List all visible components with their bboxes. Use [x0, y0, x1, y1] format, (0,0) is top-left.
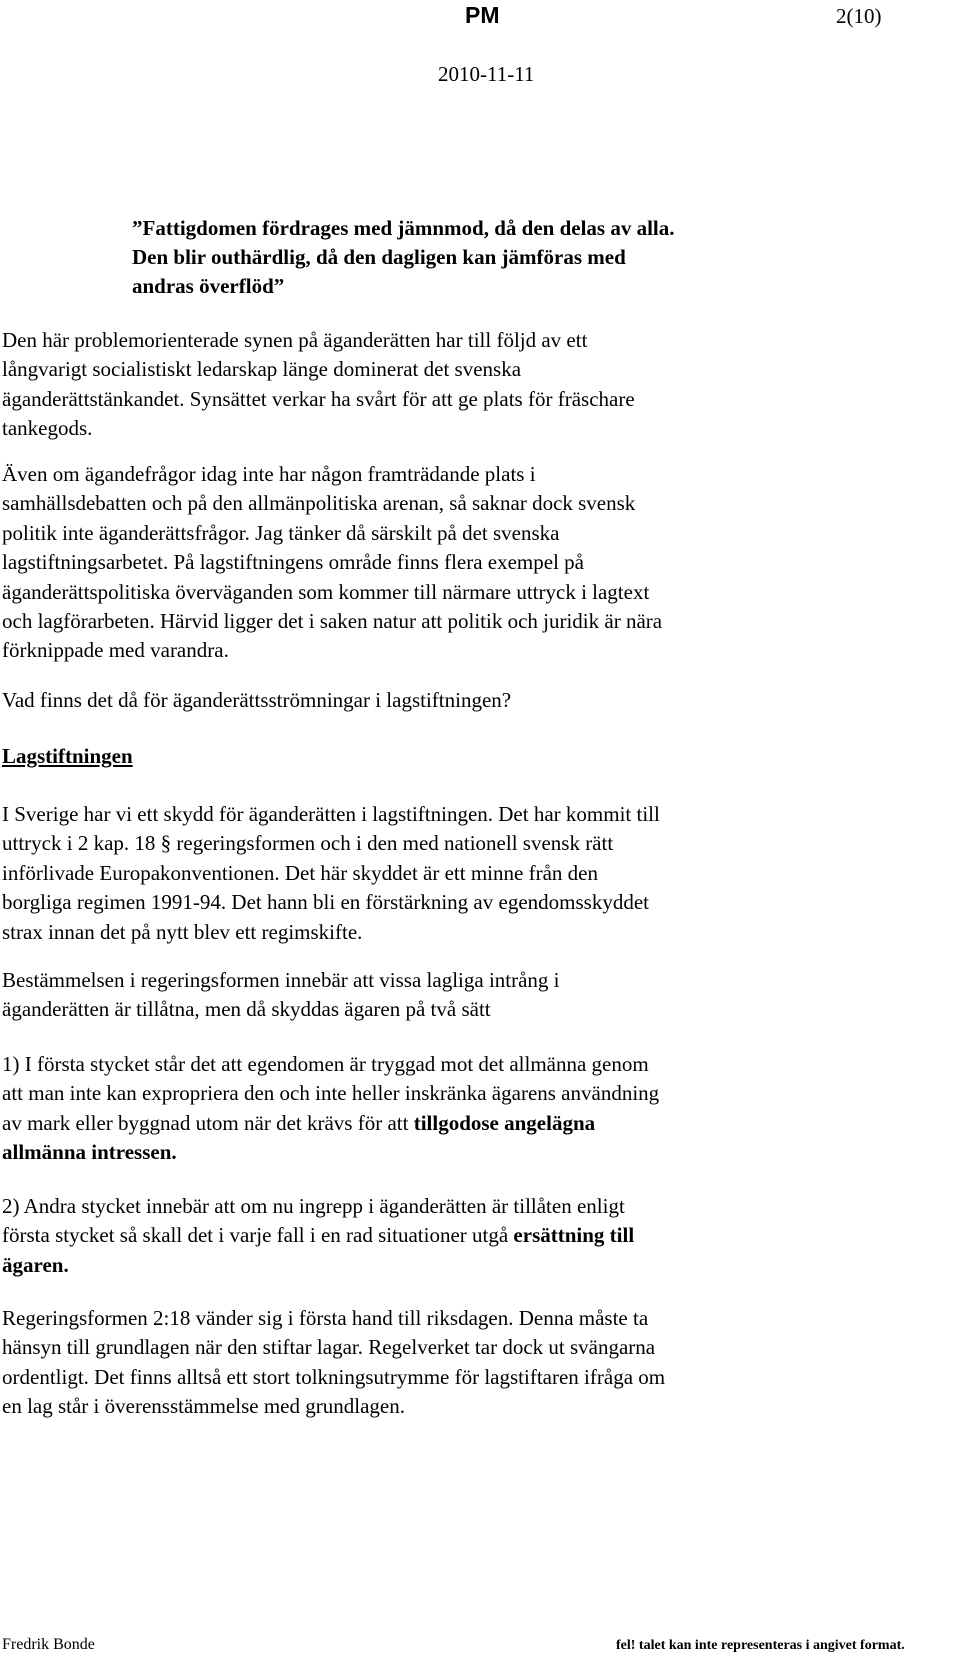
- text-line: [2, 1251, 634, 1280]
- text-line: Regeringsformen 2:18 vänder sig i första hand till riksdagen. Denna måste ta: [2, 1306, 649, 1330]
- text-line: uttryck i 2 kap. 18 § regeringsformen och i den med nationell svensk rätt: [2, 831, 614, 856]
- emphasis-text: ägaren.: [2, 1252, 69, 1277]
- document-date: 2010-11-11: [438, 62, 535, 86]
- paragraph-1: [2, 326, 635, 444]
- page-number: 2(10): [836, 4, 882, 28]
- text-line: långvarigt socialistiskt ledarskap länge dominerat det svenska: [2, 357, 522, 382]
- text-span: första stycket så skall det i varje fall i en rad situationer utgå: [2, 1223, 514, 1248]
- document-title: PM: [465, 2, 500, 28]
- text-line: borgliga regimen 1991-94. Det hann bli en förstärkning av egendomsskyddet: [2, 890, 649, 915]
- paragraph-4: [2, 800, 660, 947]
- quote-line: andras överflöd”: [132, 274, 285, 298]
- text-line: äganderätten är tillåtna, men då skyddas ägaren på två sätt: [2, 997, 491, 1022]
- footer-author: Fredrik Bonde: [2, 1636, 95, 1653]
- text-line: strax innan det på nytt blev ett regimskifte.: [2, 919, 363, 944]
- text-line: I Sverige har vi ett skydd för äganderätten i lagstiftningen. Det har kommit till: [2, 802, 660, 826]
- text-line: Även om ägandefrågor idag inte har någon framträdande plats i: [2, 462, 536, 486]
- text-line: en lag står i överensstämmelse med grundlagen.: [2, 1394, 405, 1419]
- text-line: att man inte kan expropriera den och inte heller inskränka ägarens användning: [2, 1081, 660, 1106]
- text-line: politik inte äganderättsfrågor. Jag tänker då särskilt på det svenska: [2, 520, 560, 545]
- text-line: [2, 1138, 659, 1167]
- text-line: [2, 1221, 634, 1250]
- emphasis-text: tillgodose angelägna: [413, 1110, 596, 1135]
- text-line: äganderättspolitiska överväganden som kommer till närmare uttryck i lagtext: [2, 579, 650, 604]
- text-line: [2, 1109, 659, 1138]
- text-line: tankegods.: [2, 416, 93, 441]
- text-line: förknippade med varandra.: [2, 638, 229, 663]
- paragraph-2: [2, 460, 662, 666]
- text-line: 2) Andra stycket innebär att om nu ingrepp i äganderätten är tillåten enligt: [2, 1194, 625, 1218]
- paragraph-7: [2, 1192, 634, 1280]
- text-line: 1) I första stycket står det att egendomen är tryggad mot det allmänna genom: [2, 1052, 649, 1076]
- footer-error-field: fel! talet kan inte representeras i angivet format.: [616, 1638, 905, 1653]
- text-line: införlivade Europakonventionen. Det här skyddet är ett minne från den: [2, 860, 598, 885]
- paragraph-5: [2, 966, 560, 1025]
- text-line: lagstiftningsarbetet. På lagstiftningens område finns flera exempel på: [2, 550, 584, 575]
- text-line: Den här problemorienterade synen på äganderätten har till följd av ett: [2, 328, 588, 352]
- quote-line: ”Fattigdomen fördrages med jämnmod, då den delas av alla.: [132, 216, 675, 240]
- paragraph-3: [2, 686, 511, 715]
- text-line: Bestämmelsen i regeringsformen innebär att vissa lagliga intrång i: [2, 968, 560, 992]
- text-line: Vad finns det då för äganderättsströmningar i lagstiftningen?: [2, 688, 512, 712]
- emphasis-text: allmänna intressen.: [2, 1140, 177, 1165]
- paragraph-8: [2, 1304, 665, 1422]
- text-line: och lagförarbeten. Härvid ligger det i saken natur att politik och juridik är nära: [2, 609, 663, 634]
- quote-line: Den blir outhärdlig, då den dagligen kan jämföras med: [132, 245, 626, 269]
- text-line: äganderättstänkandet. Synsättet verkar ha svårt för att ge plats för fräschare: [2, 386, 635, 411]
- text-line: samhällsdebatten och på den allmänpolitiska arenan, så saknar dock svensk: [2, 491, 636, 516]
- quote-block: [132, 214, 675, 301]
- text-line: hänsyn till grundlagen när den stiftar lagar. Regelverket tar dock ut svängarna: [2, 1335, 656, 1360]
- text-line: ordentligt. Det finns alltså ett stort tolkningsutrymme för lagstiftaren ifråga om: [2, 1364, 666, 1389]
- paragraph-6: [2, 1050, 659, 1168]
- emphasis-text: ersättning till: [513, 1223, 635, 1248]
- section-heading: Lagstiftningen: [2, 744, 133, 768]
- text-span: av mark eller byggnad utom när det krävs för att: [2, 1110, 414, 1135]
